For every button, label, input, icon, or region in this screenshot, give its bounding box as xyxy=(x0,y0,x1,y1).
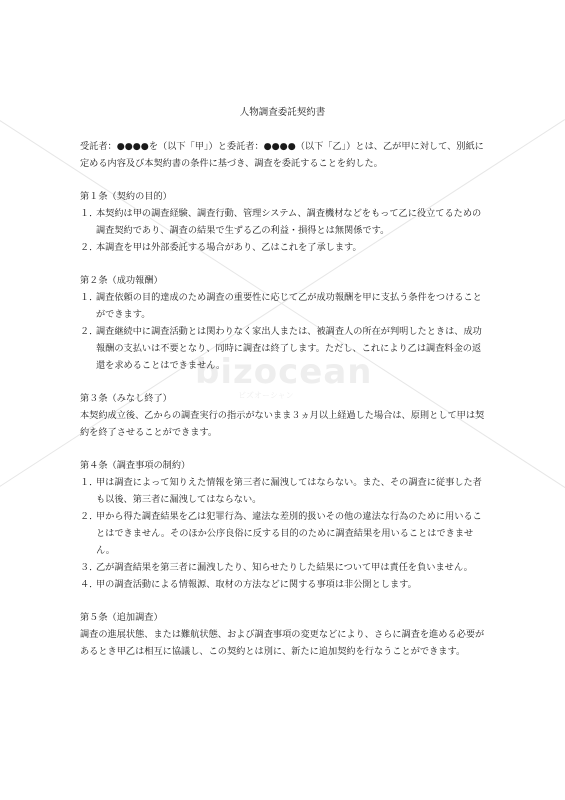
item-text: 本契約は甲の調査経験、調査行動、管理システム、調査機材などをもって乙に役立てるための調査契約であり、調査の結果で生ずる乙の利益・損得とは無関係です。 xyxy=(96,208,482,236)
article-1 xyxy=(80,188,485,256)
article-4 xyxy=(80,457,485,593)
list-item xyxy=(80,289,485,323)
item-text: 甲から得た調査結果を乙は犯罪行為、違法な差別的扱いその他の違法な行為のために用いることはできません。そのほか公序良俗に反する目的のために調査結果を用いることはできません。 xyxy=(96,511,482,556)
item-number: １． xyxy=(80,292,99,303)
article-title: 第１条（契約の目的） xyxy=(80,191,172,202)
article-title: 第４条（調査事項の制約） xyxy=(80,460,191,471)
article-title: 第３条（みなし終了） xyxy=(80,393,172,404)
watermark-subtext: ビズオーシャン xyxy=(238,391,294,400)
item-number: ４． xyxy=(80,579,99,590)
item-text: 本調査を甲は外部委託する場合があり、乙はこれを了承します。 xyxy=(96,242,362,253)
list-item xyxy=(80,559,485,576)
list-item xyxy=(80,508,485,559)
list-item xyxy=(80,474,485,508)
article-body: 調査の進展状態、または難航状態、および調査事項の変更などにより、さらに調査を進める必要があるとき甲乙は相互に協議し、この契約とは別に、新たに追加契約を行なうことができます。 xyxy=(80,629,485,657)
document-body xyxy=(80,138,485,676)
item-text: 調査依頼の目的達成のため調査の重要性に応じて乙が成功報酬を甲に支払う条件をつけることができます。 xyxy=(96,292,482,320)
list-item xyxy=(80,205,485,239)
intro-paragraph: 受託者：●●●●を（以下「甲」）と委託者：●●●●（以下「乙」）とは、乙が甲に対して、別紙に定める内容及び本契約書の条件に基づき、調査を委託することを約した。 xyxy=(80,141,484,169)
item-number: ３． xyxy=(80,562,99,573)
item-number: ２． xyxy=(80,242,99,253)
document-title: 人物調査委託契約書 xyxy=(239,107,326,118)
watermark-logo: bizocean xyxy=(195,352,373,392)
article-5 xyxy=(80,609,485,660)
item-text: 乙が調査結果を第三者に漏洩したり、知らせたりした結果について甲は責任を負いません。 xyxy=(96,562,473,573)
article-title: 第５条（追加調査） xyxy=(80,612,163,623)
list-item xyxy=(80,576,485,593)
article-title: 第２条（成功報酬） xyxy=(80,275,163,286)
item-number: ２． xyxy=(80,511,99,522)
list-item xyxy=(80,323,485,374)
item-number: １． xyxy=(80,208,99,219)
article-body: 本契約成立後、乙からの調査実行の指示がないまま３ヵ月以上経過した場合は、原則として甲は契約を終了させることができます。 xyxy=(80,410,485,438)
item-number: １． xyxy=(80,477,99,488)
article-2 xyxy=(80,272,485,374)
article-3 xyxy=(80,390,485,441)
item-number: ２． xyxy=(80,326,99,337)
item-text: 甲の調査活動による情報源、取材の方法などに関する事項は非公開とします。 xyxy=(96,579,417,590)
item-text: 甲は調査によって知りえた情報を第三者に漏洩してはならない。また、その調査に従事した者も以後、第三者に漏洩してはならない。 xyxy=(96,477,482,505)
list-item xyxy=(80,239,485,256)
item-text: 調査継続中に調査活動とは関わりなく家出人または、被調査人の所在が判明したときは、成功報酬の支払いは不要となり、同時に調査は終了します。ただし、これにより乙は調査料金の返還を求めることはできません。 xyxy=(96,326,482,371)
